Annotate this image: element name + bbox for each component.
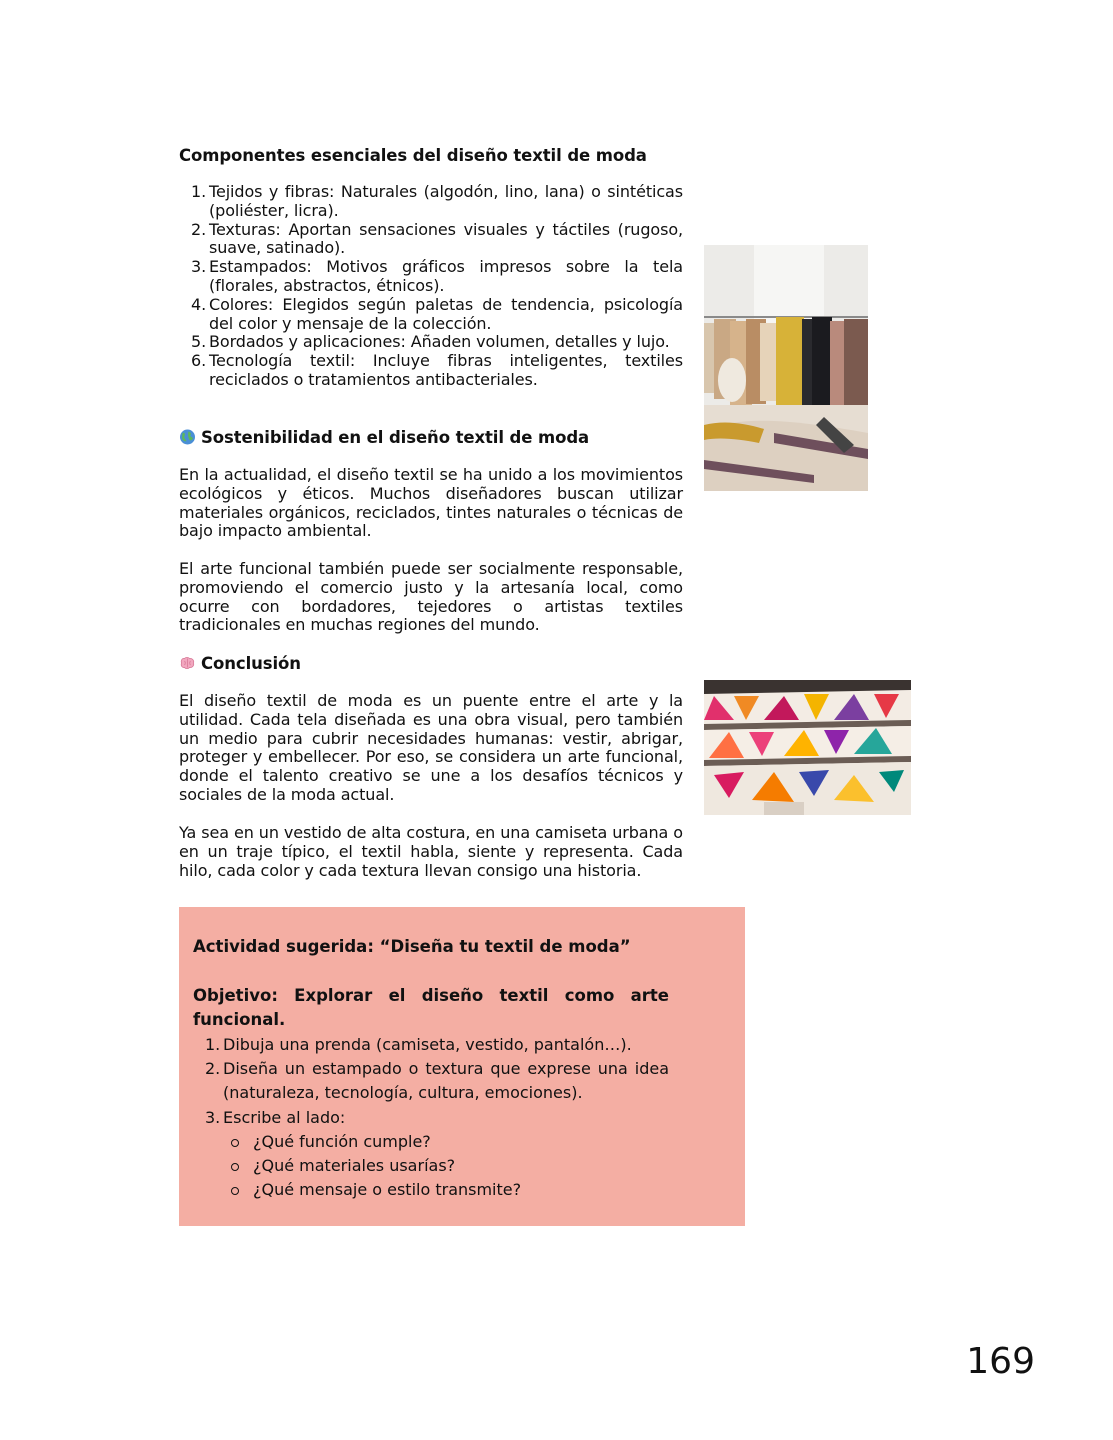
step-text: Escribe al lado: <box>223 1107 346 1127</box>
question-item <box>223 1154 669 1178</box>
conclusion-heading <box>179 654 301 674</box>
step-number: 1. <box>205 1035 221 1054</box>
conclusion-paragraph-2: Ya sea en un vestido de alta costura, en una camiseta urbana o en un traje típico, el textil habla, siente y representa. Cada hilo, cada color y cada textura llevan consigo una historia. <box>179 823 683 880</box>
components-heading: Componentes esenciales del diseño textil de moda <box>179 146 647 165</box>
activity-step <box>193 1057 669 1105</box>
list-item <box>179 352 683 390</box>
step-number: 3. <box>205 1107 221 1127</box>
item-number: 6. <box>191 351 207 371</box>
item-text: Tecnología textil: Incluye fibras inteligentes, textiles reciclados o tratamientos antibacteriales. <box>209 351 683 389</box>
question-text: ¿Qué función cumple? <box>253 1131 431 1151</box>
components-list <box>179 183 683 390</box>
brain-icon <box>179 655 196 671</box>
list-item <box>179 221 683 259</box>
step-text: Diseña un estampado o textura que exprese una idea (naturaleza, tecnología, cultura, emociones). <box>223 1059 669 1103</box>
activity-title: Actividad sugerida: “Diseña tu textil de moda” <box>193 937 631 956</box>
step-text: Dibuja una prenda (camiseta, vestido, pantalón…). <box>223 1035 632 1054</box>
sustainability-paragraph-1: En la actualidad, el diseño textil se ha unido a los movimientos ecológicos y éticos. Muchos diseñadores buscan utilizar materiales orgánicos, reciclados, tintes naturales o técnicas de bajo impacto ambiental. <box>179 465 683 541</box>
item-number: 2. <box>191 219 207 239</box>
item-text: Estampados: Motivos gráficos impresos sobre la tela (florales, abstractos, étnicos). <box>209 257 683 295</box>
list-item <box>179 183 683 221</box>
activity-objective: Objetivo: Explorar el diseño textil como arte funcional. <box>193 986 669 1029</box>
item-number: 1. <box>191 182 207 201</box>
globe-icon <box>179 429 196 445</box>
item-number: 3. <box>191 257 207 277</box>
page-number: 169 <box>966 1341 1035 1382</box>
circle-bullet-icon <box>231 1187 239 1195</box>
activity-step <box>193 1033 669 1057</box>
question-text: ¿Qué mensaje o estilo transmite? <box>253 1180 522 1200</box>
circle-bullet-icon <box>231 1139 239 1147</box>
question-item <box>223 1178 669 1202</box>
step-number: 2. <box>205 1059 221 1079</box>
activity-step <box>193 1106 669 1203</box>
conclusion-heading-text: Conclusión <box>201 654 301 673</box>
question-item <box>223 1130 669 1154</box>
activity-box <box>179 907 745 1226</box>
conclusion-paragraph-1: El diseño textil de moda es un puente entre el arte y la utilidad. Cada tela diseñada es una obra visual, pero también un medio para cubrir necesidades humanas: vestir, abrigar, proteger y embellecer. Por eso, se considera un arte funcional, donde el talento creativo se une a los desafíos técnicos y sociales de la moda actual. <box>179 691 683 804</box>
circle-bullet-icon <box>231 1163 239 1171</box>
item-number: 4. <box>191 294 207 314</box>
activity-questions <box>223 1130 669 1203</box>
list-item <box>179 296 683 334</box>
patterned-fabric-photo <box>704 680 911 815</box>
item-text: Colores: Elegidos según paletas de tendencia, psicología del color y mensaje de la colección. <box>209 294 683 333</box>
sustainability-heading-text: Sostenibilidad en el diseño textil de moda <box>201 428 590 447</box>
list-item <box>179 333 683 352</box>
item-number: 5. <box>191 332 207 352</box>
sustainability-heading <box>179 428 589 448</box>
sustainability-paragraph-2: El arte funcional también puede ser socialmente responsable, promoviendo el comercio justo y la artesanía local, como ocurre con bordadores, tejedores o artistas textiles tradicionales en muchas regiones del mundo. <box>179 559 683 635</box>
item-text: Tejidos y fibras: Naturales (algodón, lino, lana) o sintéticas (poliéster, licra). <box>209 182 683 220</box>
activity-steps <box>193 1033 669 1202</box>
list-item <box>179 258 683 296</box>
question-text: ¿Qué materiales usarías? <box>253 1156 456 1176</box>
item-text: Texturas: Aportan sensaciones visuales y táctiles (rugoso, suave, satinado). <box>209 219 683 258</box>
clothing-rack-photo <box>704 245 868 491</box>
item-text: Bordados y aplicaciones: Añaden volumen, detalles y lujo. <box>209 332 670 352</box>
